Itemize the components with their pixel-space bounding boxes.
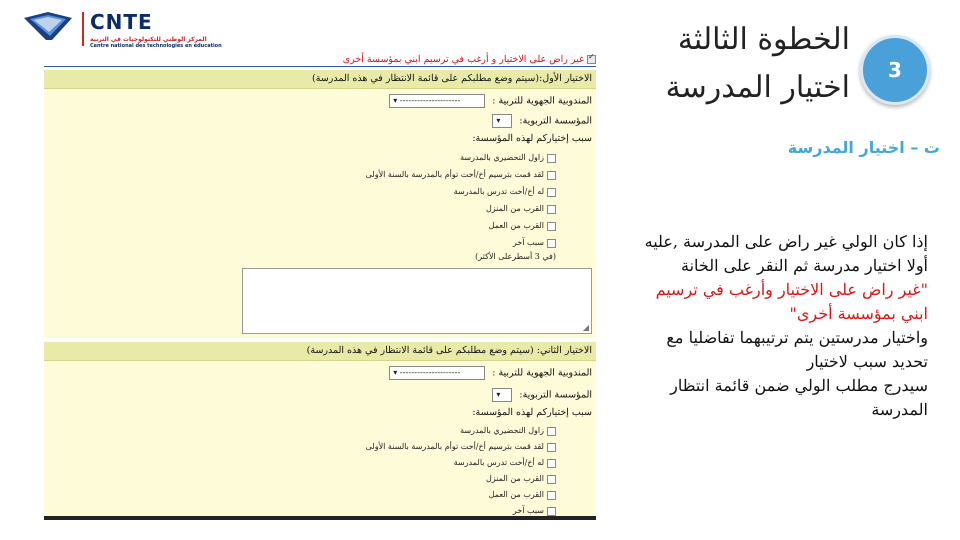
choice1-reason-checkbox[interactable] — [547, 188, 556, 197]
choice1-other-reason-textarea[interactable] — [242, 268, 592, 334]
choice1-reason-option[interactable] — [489, 221, 556, 231]
choice2-reason-checkbox[interactable] — [547, 475, 556, 484]
choice2-reason-option[interactable] — [454, 458, 556, 468]
not-satisfied-label: غير راض على الاختيار و أرغب في ترسيم ابني بمؤسسة أخرى — [342, 54, 584, 65]
choice2-reason-option[interactable] — [460, 426, 556, 436]
slide-subheading: ت – اختيار المدرسة — [787, 138, 940, 157]
choice1-reason-checkbox[interactable] — [547, 205, 556, 214]
choice2-reason-option[interactable] — [366, 442, 556, 452]
logo-title: CNTE — [90, 10, 153, 34]
choice2-reason-checkbox[interactable] — [547, 459, 556, 468]
logo-separator — [82, 12, 84, 46]
top-divider — [44, 66, 596, 67]
form-panel — [44, 52, 596, 520]
not-satisfied-option[interactable] — [343, 54, 596, 65]
choice1-school-row — [492, 114, 592, 128]
choice1-reason-option[interactable] — [513, 238, 556, 248]
choice1-reason-option[interactable] — [486, 204, 556, 214]
choice2-reason-text: زاول التحضيري بالمدرسة — [460, 426, 544, 435]
desc-line: تحديد سبب لاختيار — [806, 352, 928, 371]
choice2-reason-text: القرب من المنزل — [485, 474, 544, 483]
choice2-reason-checkbox[interactable] — [547, 491, 556, 500]
choice1-region-row — [389, 94, 592, 108]
screenshot-bottom-border — [44, 516, 596, 520]
choice1-reason-label: سبب إختياركم لهذه المؤسسة: — [472, 133, 592, 144]
slide-title-line2: اختيار المدرسة — [665, 70, 850, 105]
desc-line: المدرسة — [871, 400, 928, 419]
desc-quote: ابني بمؤسسة أخرى" — [789, 304, 928, 323]
choice2-region-row — [389, 366, 592, 380]
choice1-reason-option[interactable] — [460, 153, 556, 163]
screenshot-left-margin — [22, 52, 44, 520]
choice1-reason-option[interactable] — [366, 170, 556, 180]
choice1-header: الاختيار الأول:(سيتم وضع مطلبكم على قائمة الانتظار في هذه المدرسة) — [44, 70, 596, 89]
choice2-reason-text: لقد قمت بترسيم أخ/أخت توأم بالمدرسة بالسنة الأولى — [365, 442, 544, 451]
choice1-reason-checkbox[interactable] — [547, 239, 556, 248]
choice2-reason-text: له أخ/أخت تدرس بالمدرسة — [453, 458, 544, 467]
desc-line: إذا كان الولي غير راض على المدرسة ,عليه — [644, 232, 928, 251]
choice1-reason-checkbox[interactable] — [547, 222, 556, 231]
choice2-header: الاختيار الثاني: (سيتم وضع مطلبكم على قائمة الانتظار في هذه المدرسة) — [44, 342, 596, 361]
desc-line: سيدرج مطلب الولي ضمن قائمة انتظار — [670, 376, 928, 395]
choice2-reason-label: سبب إختياركم لهذه المؤسسة: — [472, 407, 592, 418]
choice1-reason-text: سبب آخر — [512, 238, 544, 247]
choice2-section — [44, 342, 596, 520]
not-satisfied-checkbox[interactable] — [587, 55, 596, 64]
choice1-school-select[interactable]: ▾ — [492, 114, 512, 128]
choice2-reason-text: سبب آخر — [512, 506, 544, 515]
choice1-reason-option[interactable] — [454, 187, 556, 197]
choice1-region-label: المندوبية الجهوية للتربية : — [492, 95, 592, 107]
choice2-region-select[interactable]: --------------------- ▾ — [389, 366, 485, 380]
choice2-reason-option[interactable] — [513, 506, 556, 516]
choice1-reason-checkbox[interactable] — [547, 154, 556, 163]
choice2-school-label: المؤسسة التربوية: — [519, 389, 592, 401]
choice2-reason-checkbox[interactable] — [547, 427, 556, 436]
choice1-max-lines-note: (في 3 أسطرعلى الأكثر) — [475, 252, 556, 261]
logo-subtitle-fr: Centre national des technologies en éducation — [90, 43, 222, 49]
choice2-reason-checkbox[interactable] — [547, 507, 556, 516]
choice1-reason-text: القرب من العمل — [488, 221, 544, 230]
slide-description — [598, 230, 928, 422]
choice2-region-label: المندوبية الجهوية للتربية : — [492, 367, 592, 379]
choice2-school-select[interactable]: ▾ — [492, 388, 512, 402]
choice2-reason-text: القرب من العمل — [488, 490, 544, 499]
desc-quote: "غير راض على الاختيار وأرغب في ترسيم — [655, 280, 928, 299]
choice1-section — [44, 70, 596, 338]
choice2-school-row — [492, 388, 592, 402]
form-screenshot — [22, 52, 610, 520]
desc-line: واختيار مدرستين يتم ترتيبهما تفاضليا مع — [666, 328, 928, 347]
choice1-region-select[interactable]: --------------------- ▾ — [389, 94, 485, 108]
choice1-reason-text: القرب من المنزل — [485, 204, 544, 213]
resize-grip-icon[interactable]: ◢ — [582, 323, 589, 332]
choice1-school-label: المؤسسة التربوية: — [519, 115, 592, 127]
desc-line: أولا اختيار مدرسة ثم النقر على الخانة — [681, 256, 928, 275]
cnte-logo — [22, 8, 222, 52]
logo-subtitle-ar: المركز الوطني للتكنولوجيات في التربية — [90, 36, 207, 43]
step-number-badge: 3 — [860, 35, 930, 105]
choice2-reason-checkbox[interactable] — [547, 443, 556, 452]
choice2-reason-option[interactable] — [489, 490, 556, 500]
choice1-reason-checkbox[interactable] — [547, 171, 556, 180]
choice1-reason-text: زاول التحضيري بالمدرسة — [460, 153, 544, 162]
slide-title-line1: الخطوة الثالثة — [677, 22, 850, 57]
choice2-reason-option[interactable] — [486, 474, 556, 484]
cnte-emblem-icon — [22, 10, 74, 42]
choice1-reason-text: له أخ/أخت تدرس بالمدرسة — [453, 187, 544, 196]
choice1-reason-text: لقد قمت بترسيم أخ/أخت توأم بالمدرسة بالسنة الأولى — [365, 170, 544, 179]
